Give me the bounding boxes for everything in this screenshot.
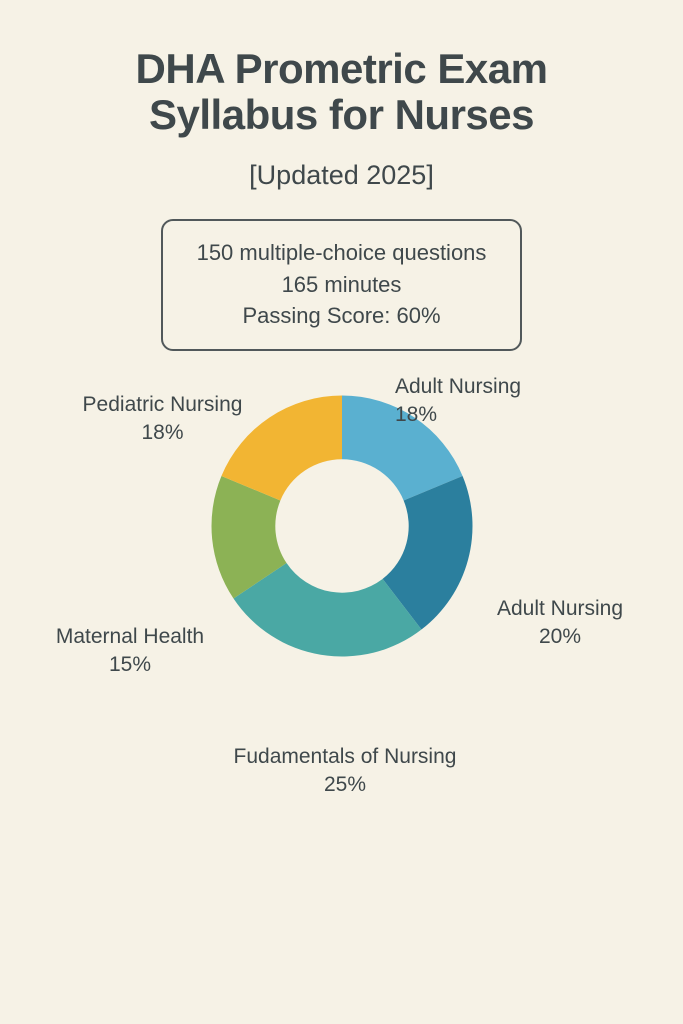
slice-label-name: Maternal Health (55, 625, 205, 649)
syllabus-donut-chart (40, 373, 643, 893)
slice-label-value: 18% (141, 421, 184, 445)
info-line-duration: 165 minutes (281, 271, 402, 297)
page-title: DHA Prometric Exam Syllabus for Nurses (135, 45, 548, 139)
slice-label-value: 18% (395, 403, 438, 427)
slice-label-adult-nursing-1 (395, 373, 595, 430)
slice-label-maternal-health (50, 623, 210, 680)
slice-label-value: 25% (323, 773, 367, 797)
slice-label-name: Fudamentals of Nursing (233, 745, 457, 769)
slice-label-pediatric-nursing (70, 391, 255, 448)
page-subtitle: [Updated 2025] (249, 160, 434, 191)
slice-label-value: 20% (538, 625, 582, 649)
info-line-questions: 150 multiple-choice questions (196, 240, 487, 266)
slice-label-adult-nursing-2 (490, 595, 630, 652)
info-line-passing-score: Passing Score: 60% (242, 302, 441, 328)
slice-label-value: 15% (108, 653, 152, 677)
exam-info-box (161, 219, 523, 351)
slice-label-fundamentals (200, 743, 490, 800)
slice-label-name: Adult Nursing (395, 375, 522, 399)
slice-label-name: Pediatric Nursing (82, 393, 243, 417)
slice-label-name: Adult Nursing (496, 597, 624, 621)
